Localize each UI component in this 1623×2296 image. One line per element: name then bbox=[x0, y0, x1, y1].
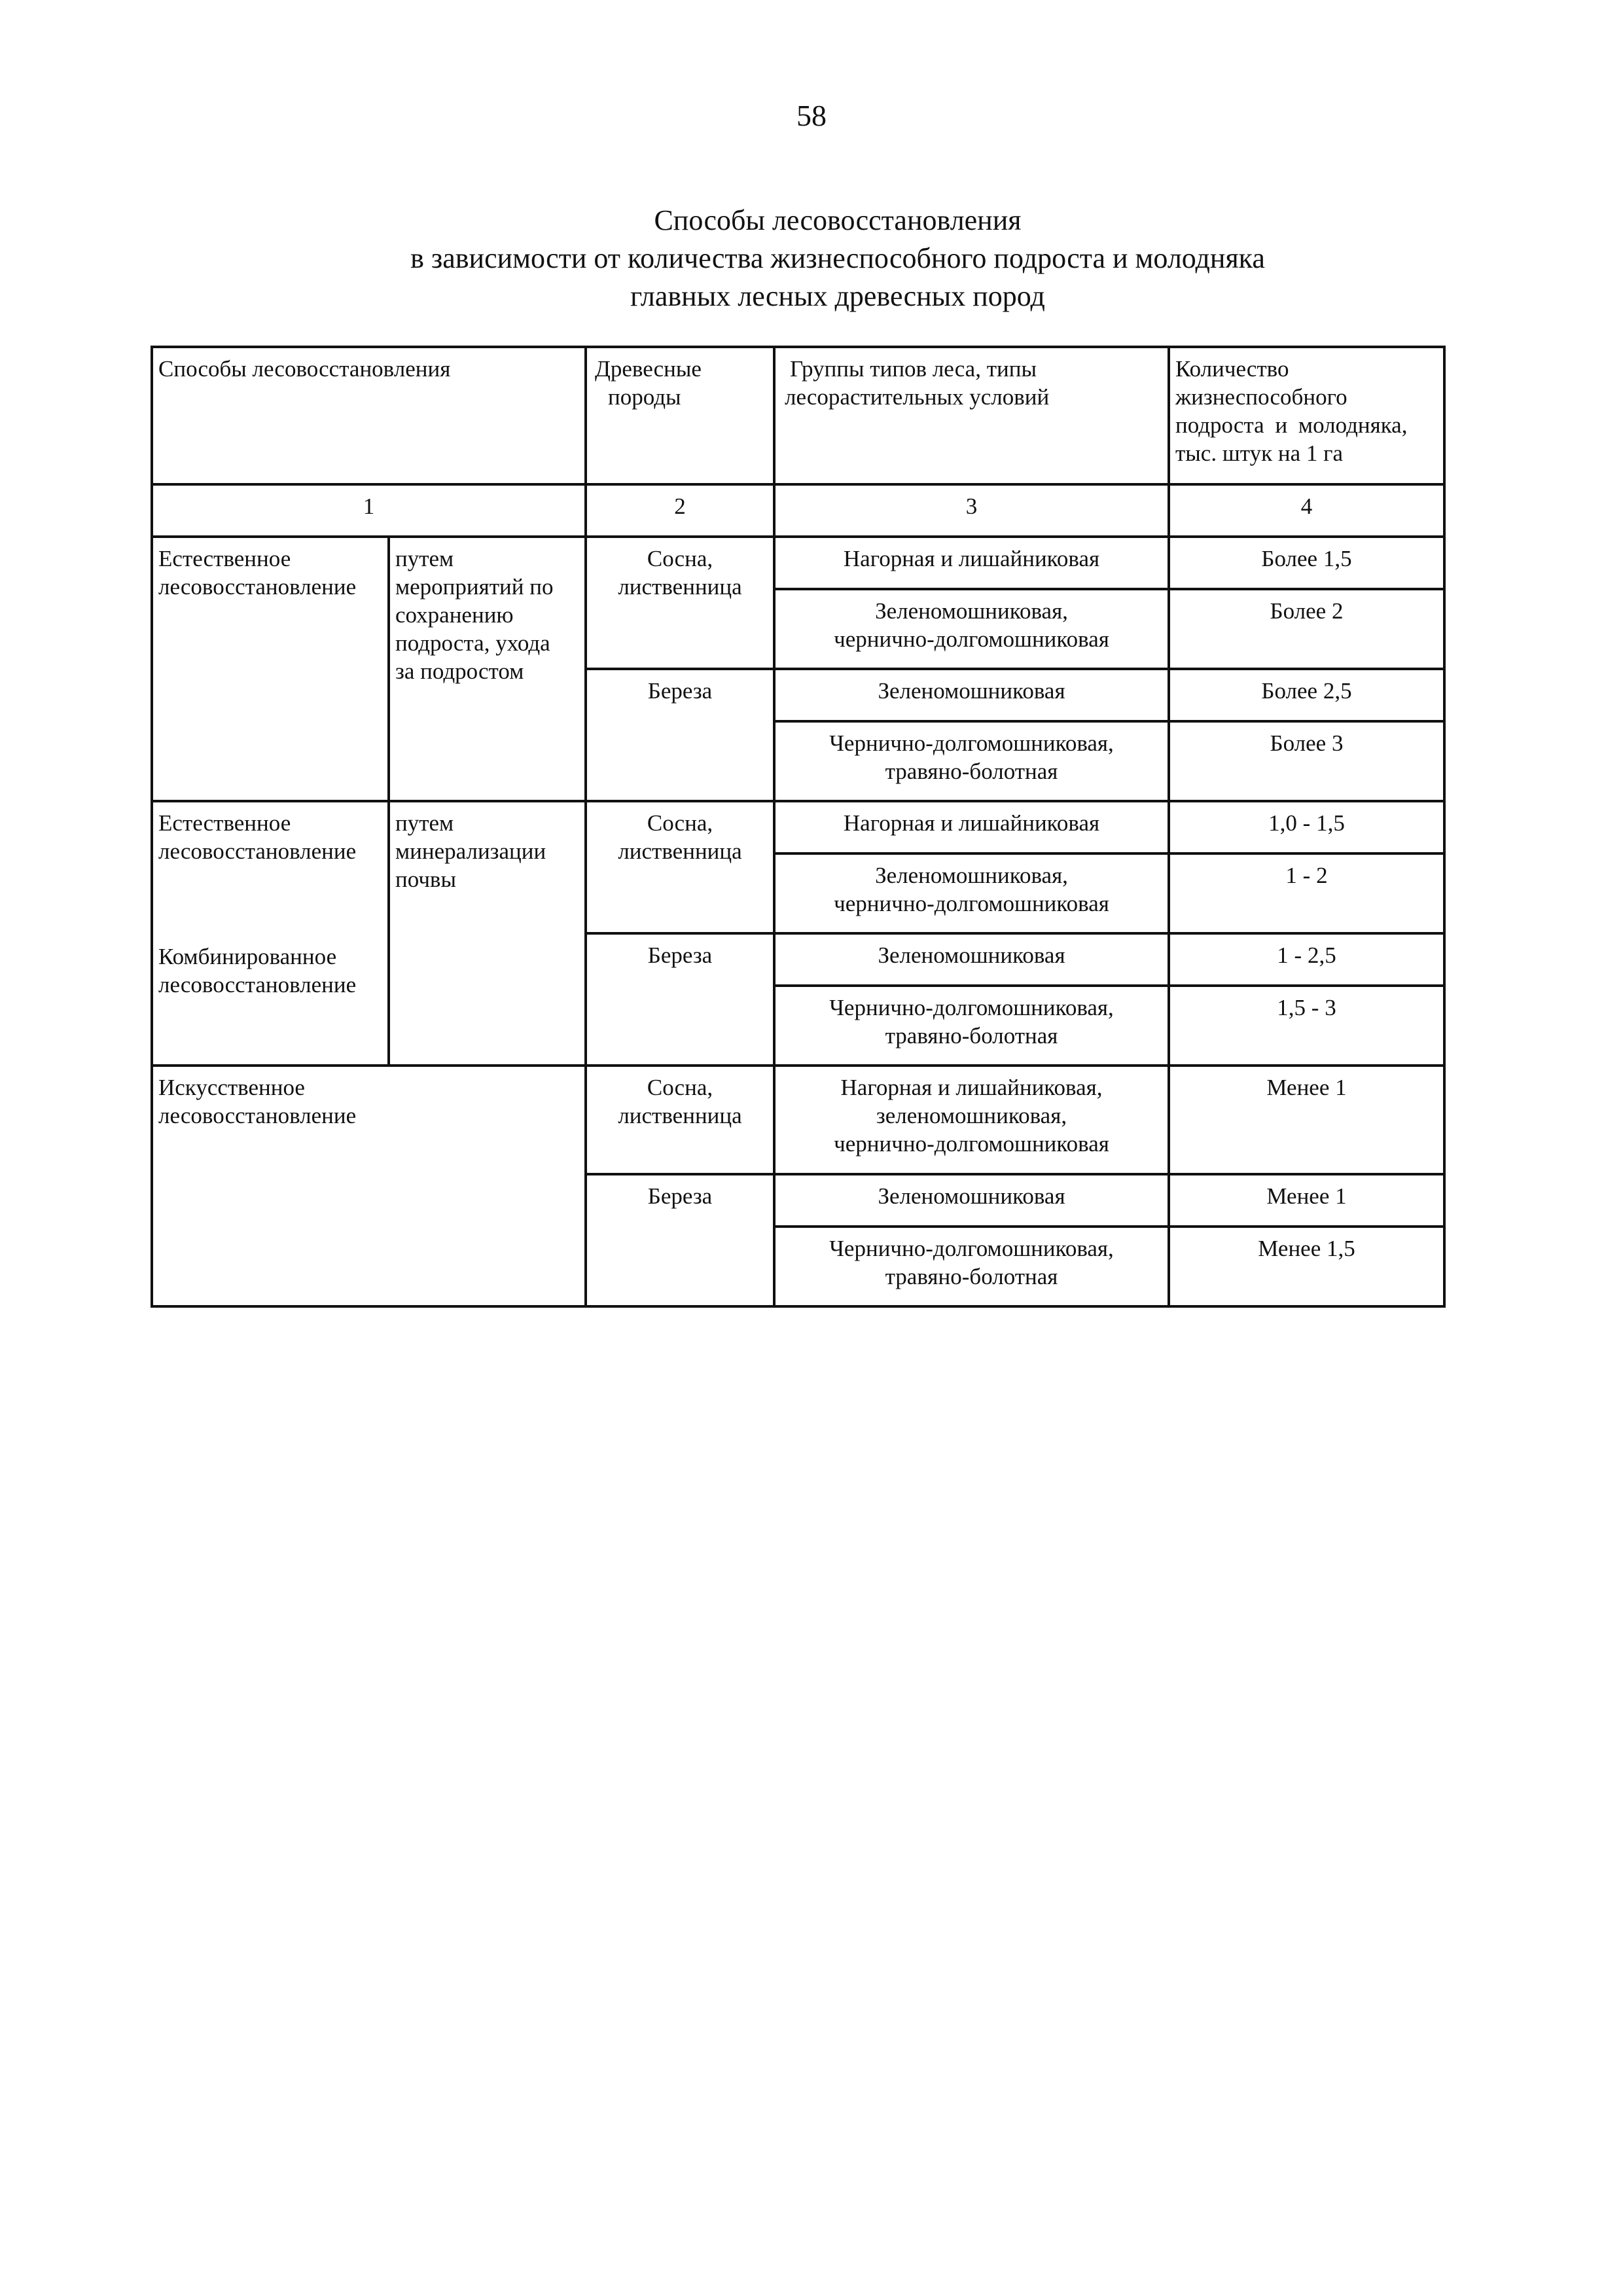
species-pine-larch bbox=[586, 1066, 774, 1174]
quantity: 1,5 - 3 bbox=[1169, 986, 1444, 1066]
quantity: Более 3 bbox=[1169, 721, 1444, 801]
forest-group-line: чернично-долгомошниковая bbox=[834, 1131, 1109, 1157]
submethod-preservation bbox=[389, 537, 586, 801]
header-species-line: породы bbox=[608, 384, 681, 410]
species-line: лиственница bbox=[618, 1103, 742, 1128]
header-qty-line: жизнеспособного bbox=[1175, 384, 1347, 410]
submethod-line: мероприятий по bbox=[395, 574, 554, 600]
table-header-row bbox=[152, 347, 1444, 484]
quantity: 1 - 2 bbox=[1169, 853, 1444, 933]
column-number-1: 1 bbox=[152, 484, 586, 537]
column-number-3: 3 bbox=[774, 484, 1169, 537]
header-groups-line: Группы типов леса, типы bbox=[790, 356, 1037, 382]
quantity: 1,0 - 1,5 bbox=[1169, 801, 1444, 853]
quantity: Более 2 bbox=[1169, 589, 1444, 669]
column-number-4: 4 bbox=[1169, 484, 1444, 537]
submethod-line: почвы bbox=[395, 867, 456, 892]
submethod-line: подроста, ухода bbox=[395, 630, 550, 656]
species-birch: Береза bbox=[586, 669, 774, 801]
species-pine-larch bbox=[586, 537, 774, 669]
quantity: Менее 1,5 bbox=[1169, 1227, 1444, 1306]
forest-group: Нагорная и лишайниковая bbox=[774, 801, 1169, 853]
forest-group-line: Нагорная и лишайниковая, bbox=[840, 1075, 1103, 1100]
table-row bbox=[152, 801, 1444, 853]
table-row bbox=[152, 1066, 1444, 1174]
method-line: Естественное bbox=[158, 810, 291, 836]
species-line: лиственница bbox=[618, 838, 742, 864]
header-quantity bbox=[1169, 347, 1444, 484]
species-line: Сосна, bbox=[647, 810, 713, 836]
forest-group: Зеленомошниковая bbox=[774, 1174, 1169, 1227]
header-forest-groups bbox=[774, 347, 1169, 484]
method-line: лесовосстановление bbox=[158, 1103, 357, 1128]
title-line-1: Способы лесовосстановления bbox=[654, 204, 1022, 236]
forest-group: Нагорная и лишайниковая bbox=[774, 537, 1169, 589]
quantity: Менее 1 bbox=[1169, 1174, 1444, 1227]
method-artificial bbox=[152, 1066, 586, 1306]
submethod-line: путем bbox=[395, 810, 454, 836]
forest-group-line: травяно-болотная bbox=[885, 1023, 1058, 1049]
header-qty-line: Количество bbox=[1175, 356, 1289, 382]
header-methods-text: Способы лесовосстановления bbox=[158, 356, 451, 382]
header-groups-line: лесорастительных условий bbox=[785, 384, 1050, 410]
column-number-2: 2 bbox=[586, 484, 774, 537]
species-birch: Береза bbox=[586, 1174, 774, 1306]
submethod-mineralization bbox=[389, 801, 586, 1066]
document-title bbox=[0, 202, 1623, 315]
submethod-line: за подростом bbox=[395, 658, 524, 684]
header-qty-line: подроста и молодняка, bbox=[1175, 412, 1408, 438]
quantity: 1 - 2,5 bbox=[1169, 933, 1444, 986]
method-line: Естественное bbox=[158, 546, 291, 571]
forest-group-line: травяно-болотная bbox=[885, 759, 1058, 784]
forest-group bbox=[774, 589, 1169, 669]
forest-group-line: чернично-долгомошниковая bbox=[834, 626, 1109, 652]
header-species-line: Древесные bbox=[595, 356, 702, 382]
reforestation-table bbox=[151, 346, 1446, 1308]
forest-group-line: зеленомошниковая, bbox=[876, 1103, 1067, 1128]
forest-group-line: Чернично-долгомошниковая, bbox=[829, 995, 1114, 1020]
method-line: лесовосстановление bbox=[158, 574, 357, 600]
species-pine-larch bbox=[586, 801, 774, 933]
forest-group-line: чернично-долгомошниковая bbox=[834, 891, 1109, 916]
forest-group: Зеленомошниковая bbox=[774, 669, 1169, 721]
forest-group bbox=[774, 721, 1169, 801]
method-line: Комбинированное bbox=[158, 944, 337, 969]
forest-group bbox=[774, 1227, 1169, 1306]
forest-group-line: Зеленомошниковая, bbox=[875, 598, 1068, 624]
header-qty-line: тыс. штук на 1 га bbox=[1175, 440, 1344, 466]
quantity: Более 2,5 bbox=[1169, 669, 1444, 721]
page-number: 58 bbox=[796, 99, 827, 132]
submethod-line: путем bbox=[395, 546, 454, 571]
quantity: Менее 1 bbox=[1169, 1066, 1444, 1174]
forest-group-line: Зеленомошниковая, bbox=[875, 863, 1068, 888]
method-natural-1 bbox=[152, 537, 389, 801]
forest-group bbox=[774, 986, 1169, 1066]
method-line: Искусственное bbox=[158, 1075, 305, 1100]
forest-group-line: Чернично-долгомошниковая, bbox=[829, 1236, 1114, 1261]
forest-group-line: травяно-болотная bbox=[885, 1264, 1058, 1289]
method-line: лесовосстановление bbox=[158, 838, 357, 864]
forest-group bbox=[774, 853, 1169, 933]
title-line-3: главных лесных древесных пород bbox=[630, 280, 1045, 312]
quantity: Более 1,5 bbox=[1169, 537, 1444, 589]
title-line-2: в зависимости от количества жизнеспособного подроста и молодняка bbox=[410, 242, 1265, 274]
forest-group bbox=[774, 1066, 1169, 1174]
forest-group: Зеленомошниковая bbox=[774, 933, 1169, 986]
method-line: лесовосстановление bbox=[158, 972, 357, 997]
header-methods bbox=[152, 347, 586, 484]
submethod-line: минерализации bbox=[395, 838, 546, 864]
forest-group-line: Чернично-долгомошниковая, bbox=[829, 730, 1114, 756]
species-line: лиственница bbox=[618, 574, 742, 600]
species-line: Сосна, bbox=[647, 546, 713, 571]
column-number-row bbox=[152, 484, 1444, 537]
header-species bbox=[586, 347, 774, 484]
submethod-line: сохранению bbox=[395, 602, 514, 628]
species-line: Сосна, bbox=[647, 1075, 713, 1100]
table-row bbox=[152, 537, 1444, 589]
method-natural-combined bbox=[152, 801, 389, 1066]
species-birch: Береза bbox=[586, 933, 774, 1066]
